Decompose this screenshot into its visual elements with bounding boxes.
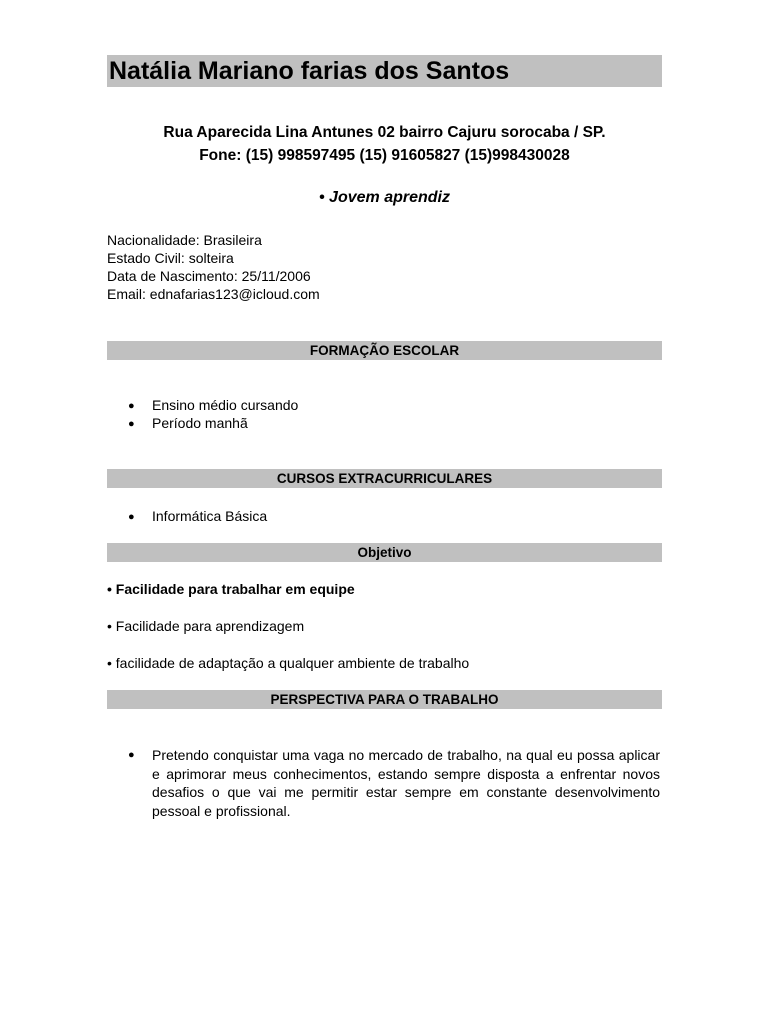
marital-status: Estado Civil: solteira (107, 250, 234, 266)
education-item-label: Ensino médio cursando (152, 397, 299, 413)
education-item (128, 414, 248, 433)
phone-line: Fone: (15) 998597495 (15) 91605827 (15)998430028 (199, 147, 570, 164)
course-item-label: Informática Básica (152, 508, 268, 524)
education-item-label: Período manhã (152, 415, 248, 431)
perspective-paragraph: Pretendo conquistar uma vaga no mercado de trabalho, na qual eu possa aplicar e aprimorar meus conhecimentos, estando sempre disposta a enfrentar novos desafios o que vai me permitir estar sempre em constante desenvolvimento pessoal e profissional. (152, 747, 660, 820)
nationality: Nacionalidade: Brasileira (107, 232, 262, 248)
section-perspective-title: PERSPECTIVA PARA O TRABALHO (107, 690, 662, 709)
birth-date: Data de Nascimento: 25/11/2006 (107, 268, 311, 284)
section-education-title: FORMAÇÃO ESCOLAR (107, 341, 662, 360)
objective-item: • Facilidade para trabalhar em equipe (107, 581, 355, 597)
bullet-icon: ● (128, 511, 135, 523)
job-role: • Jovem aprendiz (319, 189, 450, 206)
address-line: Rua Aparecida Lina Antunes 02 bairro Cajuru sorocaba / SP. (163, 124, 606, 141)
bullet-icon: ● (128, 418, 135, 430)
email: Email: ednafarias123@icloud.com (107, 286, 320, 302)
candidate-name: Natália Mariano farias dos Santos (109, 57, 510, 85)
bullet-icon: ● (128, 749, 135, 761)
section-courses-title: CURSOS EXTRACURRICULARES (107, 469, 662, 488)
name-header-bar (107, 55, 662, 87)
objective-item: • Facilidade para aprendizagem (107, 618, 305, 634)
education-item (128, 396, 298, 415)
section-objective-title: Objetivo (107, 543, 662, 562)
objective-item: • facilidade de adaptação a qualquer ambiente de trabalho (107, 655, 470, 671)
bullet-icon: ● (128, 400, 135, 412)
course-item (128, 507, 267, 526)
